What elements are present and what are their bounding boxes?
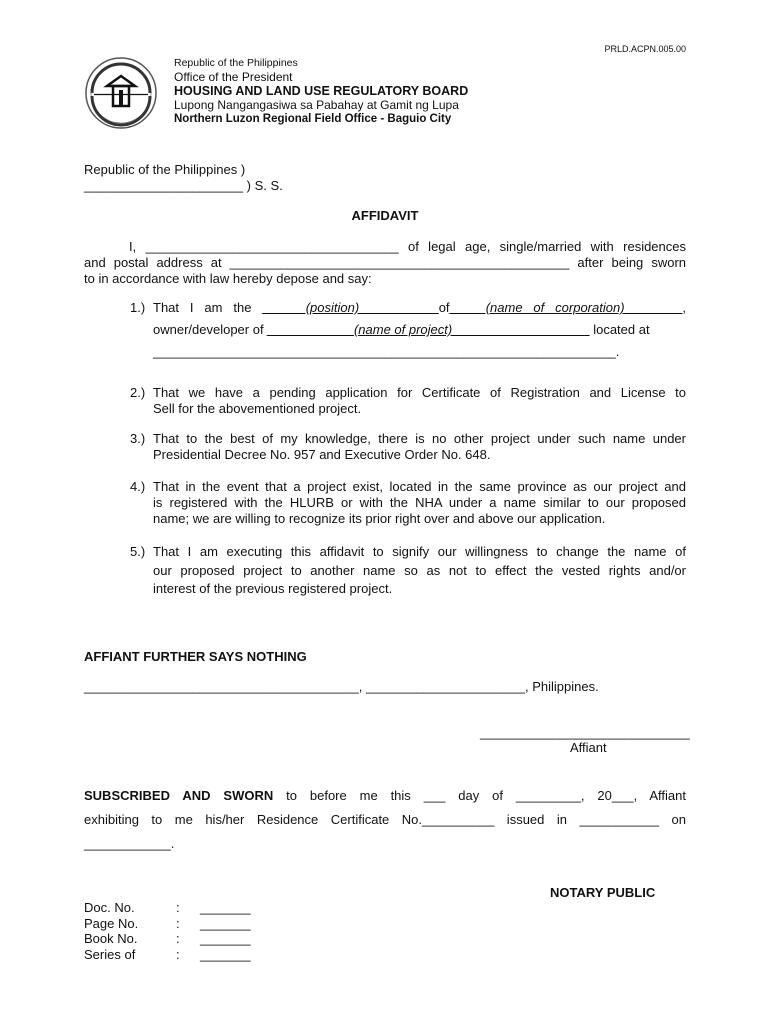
letterhead-republic: Republic of the Philippines	[174, 57, 298, 69]
notary-public-label: NOTARY PUBLIC	[550, 885, 656, 900]
venue-block	[84, 162, 283, 194]
position-field: ______(position)___________	[262, 300, 439, 315]
affiant-label: Affiant	[570, 740, 607, 755]
jurat-paragraph	[84, 784, 686, 856]
letterhead-office: Office of the President	[174, 70, 293, 84]
item-1-line-1: That I am the ______(position)___________of_____(name of corporation)________,	[153, 300, 686, 315]
list-item: Page No. : _______	[84, 915, 251, 931]
item-4: 4.) That in the event that a project exist, located in the same province as our project and is registered with the HLURB or with the NHA under a name similar to our proposed name; we are willing to recognize its prior right over and above our application.	[130, 479, 686, 526]
project-name-field: ____________(name of project)___________________	[267, 322, 590, 337]
form-code: PRLD.ACPN.005.00	[604, 44, 686, 54]
item-1-line-2: owner/developer of ____________(name of project)___________________ located at	[153, 322, 650, 337]
notary-register-fields	[84, 900, 251, 962]
list-item: Doc. No. : _______	[84, 900, 251, 915]
letterhead	[174, 56, 468, 126]
item-number: 1.)	[130, 300, 146, 315]
affiant-further-says-nothing: AFFIANT FURTHER SAYS NOTHING	[84, 649, 307, 664]
item-3: 3.) That to the best of my knowledge, there is no other project under such name under Presidential Decree No. 957 and Executive Order No. 648.	[130, 431, 686, 462]
intro-paragraph	[84, 239, 686, 287]
document-title: AFFIDAVIT	[351, 208, 419, 223]
jurat-line-1: SUBSCRIBED AND SWORN to before me this ___ day of _________, 20___, Affiant	[84, 788, 686, 803]
list-item: Book No. : _______	[84, 931, 251, 946]
corporation-name-field: _____(name of corporation)________	[449, 300, 683, 315]
venue-line-1: Republic of the Philippines )	[84, 162, 246, 177]
intro-line-1: I, ___________________________________ of legal age, single/married with residences	[129, 239, 686, 254]
item-5: 5.) That I am executing this affidavit to signify our willingness to change the name of our proposed project to another name so as not to effect the vested rights and/or interest of the previous registered project.	[130, 544, 686, 596]
affiant-signature-line: _____________________________	[480, 725, 690, 740]
jurat-line-2: exhibiting to me his/her Residence Certificate No.__________ issued in ___________ on	[84, 812, 686, 827]
letterhead-agency: HOUSING AND LAND USE REGULATORY BOARD	[174, 84, 469, 98]
item-1	[130, 300, 686, 360]
intro-line-2: and postal address at _______________________________________________ after being sworn	[84, 255, 686, 270]
letterhead-office-location: Northern Luzon Regional Field Office - Baguio City	[174, 113, 452, 125]
item-2: 2.) That we have a pending application for Certificate of Registration and License to Sell for the abovementioned project.	[130, 385, 686, 416]
list-item: Series of : _______	[84, 946, 251, 962]
hlurb-seal-logo	[84, 56, 158, 130]
letterhead-tagalog: Lupong Nangangasiwa sa Pabahay at Gamit ng Lupa	[174, 98, 459, 112]
jurat-line-3: ____________.	[84, 836, 175, 851]
location-field: ________________________________________________________________.	[153, 344, 620, 359]
place-date-line: ______________________________________, ______________________, Philippines.	[84, 679, 599, 694]
venue-line-2: ______________________ ) S. S.	[84, 178, 283, 193]
intro-line-3: to in accordance with law hereby depose and say:	[84, 271, 372, 286]
